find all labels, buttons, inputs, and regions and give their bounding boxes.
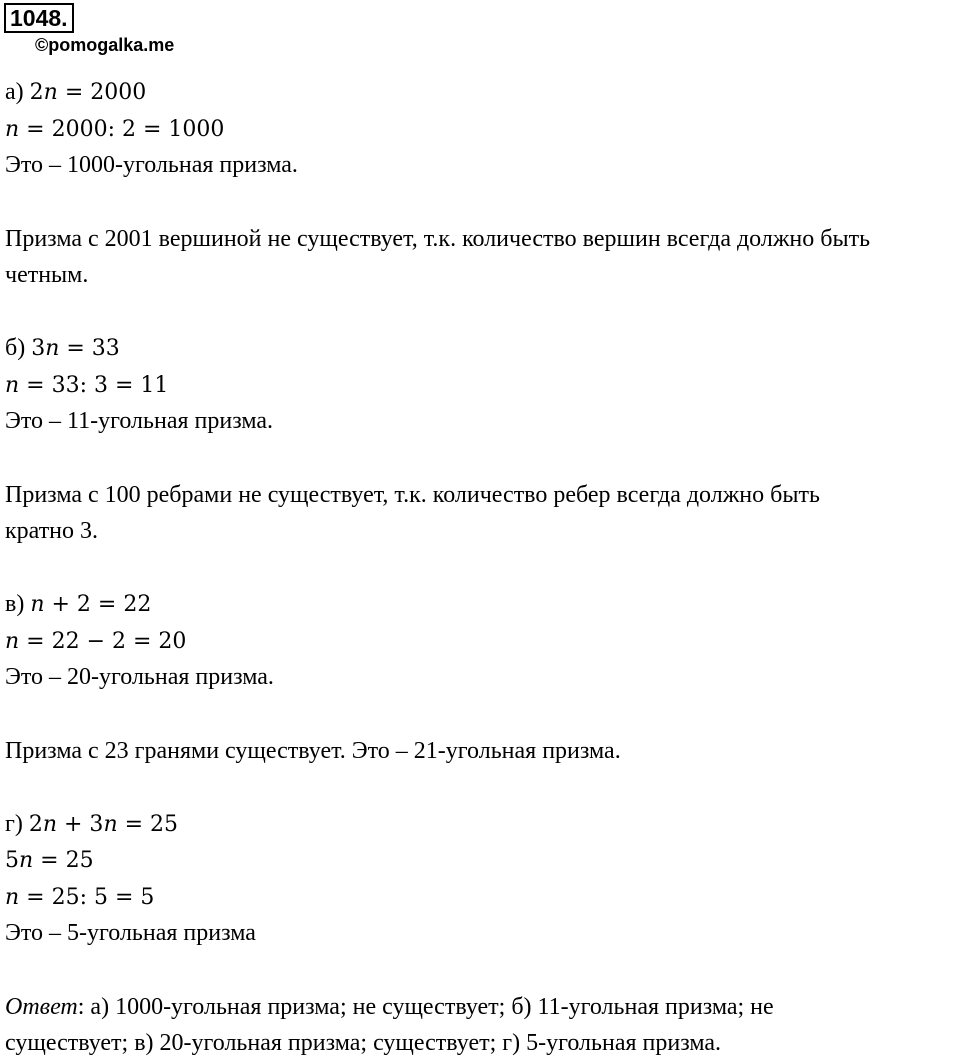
part-v-equation-2 [5,626,186,657]
part-b-note-line-2: кратно 3. [5,518,99,544]
answer-line-1 [5,992,774,1022]
math-expression: n + 2 = 22 [30,592,152,617]
math-expression: n = 33: 3 = 11 [5,373,169,398]
part-g-equation-1 [5,809,178,840]
part-a-note-line-2: четным. [5,262,89,288]
part-g-equation-3 [5,882,154,913]
watermark: ©pomogalka.me [35,35,175,55]
part-label: г) [5,811,23,837]
answer-line-2: существует; в) 20-угольная призма; существует; г) 5-угольная призма. [5,1030,722,1056]
problem-number: 1048. [4,3,74,33]
math-expression: n = 2000: 2 = 1000 [5,117,225,142]
math-expression: n = 22 − 2 = 20 [5,629,187,654]
part-a-equation-2 [5,114,224,145]
part-label: б) [5,335,26,361]
answer-label: Ответ [5,994,78,1020]
math-expression: 2n = 2000 [29,80,147,105]
part-label: в) [5,591,25,617]
math-expression: 3n = 33 [31,336,120,361]
math-expression: 2n + 3n = 25 [28,812,179,837]
part-g-equation-2 [5,845,94,876]
part-a-conclusion: Это – 1000-угольная призма. [5,152,298,178]
part-a-note-line-1: Призма с 2001 вершиной не существует, т.к. количество вершин всегда должно быть [5,226,871,252]
part-a-equation-1 [5,77,146,108]
part-v-note-line-1: Призма с 23 гранями существует. Это – 21-угольная призма. [5,738,621,764]
part-b-equation-1 [5,333,120,364]
part-b-conclusion: Это – 11-угольная призма. [5,408,274,434]
part-v-equation-1 [5,589,151,620]
part-b-note-line-1: Призма с 100 ребрами не существует, т.к. количество ребер всегда должно быть [5,482,820,508]
part-label: а) [5,79,24,105]
answer-text: : а) 1000-угольная призма; не существует; б) 11-угольная призма; не [77,994,774,1020]
part-b-equation-2 [5,370,168,401]
math-expression: n = 25: 5 = 5 [5,885,155,910]
part-v-conclusion: Это – 20-угольная призма. [5,664,274,690]
math-expression: 5n = 25 [5,848,94,873]
part-g-conclusion: Это – 5-угольная призма [5,920,256,946]
